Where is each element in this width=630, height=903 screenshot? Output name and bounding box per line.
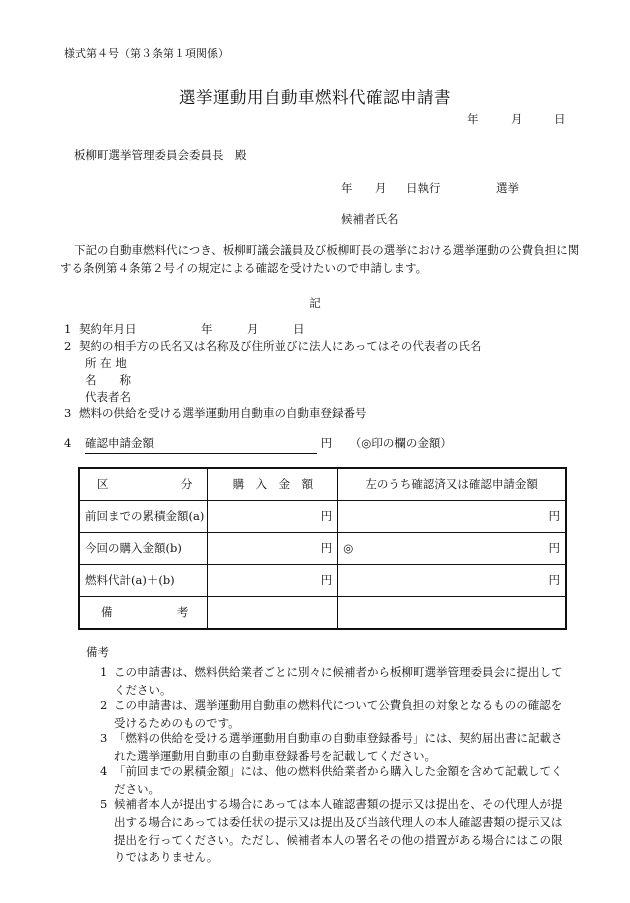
item-3-num: 3 [64, 406, 72, 420]
double-circle-mark: ◎ [343, 540, 354, 555]
table-remarks-row [79, 597, 566, 630]
election-exec-label: 日執行 [406, 181, 441, 195]
item-4-num: 4 [64, 436, 72, 450]
note-text: 「前回までの累積金額」には、他の燃料供給業者から購入した金額を含めて記載してください。 [114, 764, 563, 796]
table-row [79, 533, 566, 565]
item-2-contractor: 契約の相手方の氏名又は名称及び住所並びに法人にあってはその代表者の氏名 [79, 339, 482, 353]
header-kubun-right: 分 [180, 476, 193, 491]
header-kubun [79, 468, 208, 501]
note-number: 4 [100, 764, 108, 778]
item-4-label: 確認申請金額 [84, 436, 154, 450]
note-text: この申請書は、選挙運動用自動車の燃料代について公費負担の対象となるものの確認を受けるためのものです。 [114, 698, 563, 730]
item-4-note: （◎印の欄の金額） [349, 436, 452, 450]
purchase-yen: 円 [208, 533, 338, 565]
page-title: 選挙運動用自動車燃料代確認申請書 [179, 88, 451, 107]
application-statement: 下記の自動車燃料代につき、板柳町議会議員及び板柳町長の選挙における選挙運動の公費負担に関する条例第４条第２号イの規定による確認を受けたいので申請します。 [60, 243, 580, 275]
election-type-label: 選挙 [496, 181, 519, 195]
item-1-day: 日 [293, 322, 305, 336]
row-label: 前回までの累積金額(a) [79, 501, 208, 533]
notes-heading: 備考 [86, 645, 109, 659]
item-1-year: 年 [201, 322, 213, 336]
item-1-contract-date: 契約年月日 [79, 322, 137, 336]
amount-table [78, 467, 567, 630]
table-header-row [79, 468, 566, 501]
addressee: 板柳町選挙管理委員会委員長 殿 [74, 148, 247, 162]
confirmed-cell [338, 533, 566, 565]
remarks-cell [338, 597, 566, 630]
note-text: 「燃料の供給を受ける選挙運動用自動車の自動車登録番号」には、契約届出書に記載された選挙運動用自動車の自動車登録番号を記載してください。 [114, 731, 563, 763]
note-number: 5 [100, 797, 108, 811]
purchase-yen: 円 [208, 565, 338, 597]
table-row [79, 501, 566, 533]
date-year-label: 年 [467, 112, 479, 126]
remarks-label [79, 597, 208, 630]
item-4-amount-line [85, 436, 317, 454]
header-purchase-amount: 購 入 金 額 [208, 468, 338, 501]
item-2-name: 名 称 [85, 373, 131, 387]
note-text: 候補者本人が提出する場合にあっては本人確認書類の提示又は提出を、その代理人が提出する場合にあっては委任状の提示又は提出及び当該代理人の本人確認書類の提示又は提出を行ってください。ただし、候補者本人の署名その他の措置がある場合にはこの限りではありません。 [114, 797, 563, 865]
confirmed-yen: 円 [548, 540, 560, 555]
header-kubun-left: 区 [97, 476, 109, 491]
note-number: 1 [100, 665, 108, 679]
note-item [100, 763, 570, 799]
item-2-num: 2 [64, 339, 72, 353]
remarks-left: 備 [101, 604, 113, 619]
item-2-address: 所 在 地 [85, 356, 127, 370]
table-row [79, 565, 566, 597]
row-label: 今回の購入金額(b) [79, 533, 208, 565]
purchase-yen: 円 [208, 501, 338, 533]
election-month-label: 月 [375, 181, 387, 195]
note-item [100, 664, 570, 700]
date-month-label: 月 [511, 112, 523, 126]
form-number: 様式第４号（第３条第１項関係） [64, 47, 229, 60]
confirmed-yen: 円 [338, 501, 566, 533]
note-number: 3 [100, 731, 108, 745]
header-confirmed-amount: 左のうち確認済又は確認申請金額 [338, 468, 566, 501]
note-number: 2 [100, 698, 108, 712]
election-year-label: 年 [341, 181, 353, 195]
item-1-num: 1 [64, 322, 72, 336]
remarks-cell [208, 597, 338, 630]
note-item [100, 796, 570, 867]
remarks-right: 考 [176, 604, 189, 619]
item-2-representative: 代表者名 [85, 390, 131, 404]
item-3-registration-number: 燃料の供給を受ける選挙運動用自動車の自動車登録番号 [79, 406, 367, 420]
row-label: 燃料代計(a)＋(b) [79, 565, 208, 597]
date-day-label: 日 [554, 112, 566, 126]
ki-heading: 記 [309, 296, 321, 310]
item-4-yen: 円 [320, 436, 333, 450]
item-1-month: 月 [247, 322, 259, 336]
item-4-row [64, 436, 452, 454]
note-text: この申請書は、燃料供給業者ごとに別々に候補者から板柳町選挙管理委員会に提出してください。 [114, 665, 563, 697]
note-item [100, 697, 570, 733]
candidate-name-label: 候補者氏名 [341, 212, 399, 226]
note-item [100, 730, 570, 766]
confirmed-yen: 円 [338, 565, 566, 597]
